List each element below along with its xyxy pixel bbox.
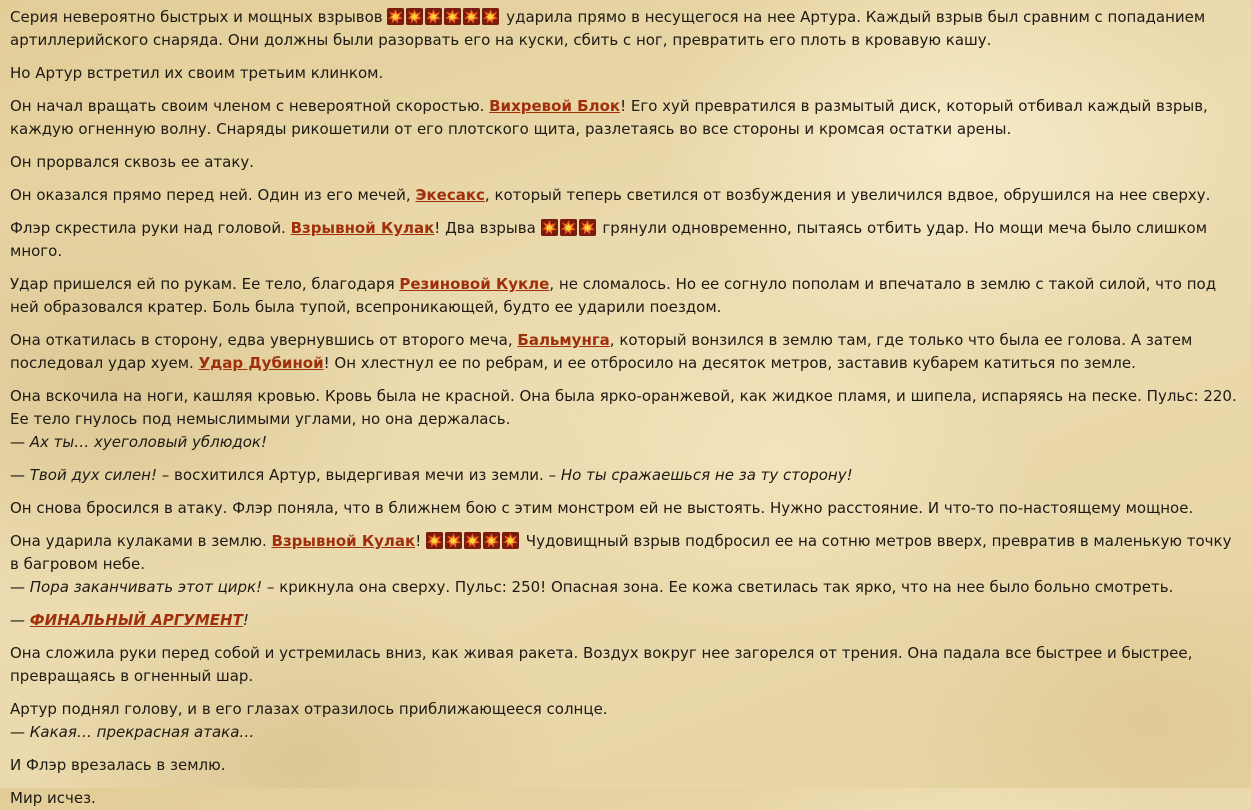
collision-icon [482,8,499,25]
story-text [10,6,1242,810]
collision-icon [387,8,404,25]
collision-icon [502,532,519,549]
paragraph-vortex-block [10,95,1242,141]
collision-icon [560,219,577,236]
paragraph-text: , который теперь светился от возбуждения и увеличился вдвое, обрушился на нее сверху. [484,186,1211,204]
paragraph-text: Он оказался прямо перед ней. Один из его мечей, [10,186,411,204]
paragraph-text: Он прорвался сквозь ее атаку. [10,153,255,171]
dialogue-line: Но ты сражаешься не за ту сторону! [560,466,853,484]
paragraph-text: – крикнула она сверху. Пульс: 250! Опасная зона. Ее кожа светилась так ярко, что на нее было больно смотреть. [266,578,1174,596]
dialogue-line: — Твой дух силен! [10,466,157,484]
collision-icon [463,8,480,25]
collision-icon [464,532,481,549]
paragraph-explosion-barrage [10,6,1242,52]
paragraph-new-attack [10,497,1242,520]
skill-link-balmung[interactable]: Бальмунга [517,331,610,349]
collision-icon-group [387,8,501,26]
paragraph-text: Она сложила руки перед собой и устремилась вниз, как живая ракета. Воздух вокруг нее загорелся от трения. Она падала все быстрее и быстрее, превращаясь в огненный шар. [10,644,1193,685]
paragraph-text: ! Он хлестнул ее по ребрам, и ее отбросило на десяток метров, заставив кубарем катиться по земле. [323,354,1136,372]
paragraph-text: И Флэр врезалась в землю. [10,756,226,774]
collision-icon [444,8,461,25]
paragraph-text: , не сломалось. Но ее согнуло пополам и впечатало в землю с такой силой, что под ней образовался кратер. Боль была тупой, всепроникающей, будто ее ударили поездом. [10,275,1217,316]
skill-link-final-argument[interactable]: ФИНАЛЬНЫЙ АРГУМЕНТ [29,611,243,629]
paragraph-text: Она откатилась в сторону, едва увернувшись от второго меча, [10,331,513,349]
paragraph-impact [10,754,1242,777]
dialogue-end: ! [242,611,249,629]
paragraph-text: Серия невероятно быстрых и мощных взрывов [10,8,383,26]
skill-link-rubber-doll[interactable]: Резиновой Кукле [399,275,550,293]
paragraph-text: Мир исчез. [10,789,96,807]
paragraph-text: Она ударила кулаками в землю. [10,532,267,550]
skill-link-club-strike[interactable]: Удар Дубиной [198,354,324,372]
dialogue-dash: — [10,611,30,629]
paragraph-blast-fist-defense [10,217,1242,263]
paragraph-third-blade [10,62,1242,85]
paragraph-text: Она вскочила на ноги, кашляя кровью. Кровь была не красной. Она была ярко-оранжевой, как жидкое пламя, и шипела, испаряясь на песке. Пульс: 220. Ее тело гнулось под немыслимыми углами, но она держалась. [10,387,1237,428]
skill-link-blast-fist[interactable]: Взрывной Кулак [271,532,416,550]
paragraph-text: Удар пришелся ей по рукам. Ее тело, благодаря [10,275,395,293]
paragraph-text: Он снова бросился в атаку. Флэр поняла, что в ближнем бою с этим монстром ей не выстоять. Нужно расстояние. И что-то по-настоящему мощное. [10,499,1194,517]
collision-icon [483,532,500,549]
collision-icon-group [541,219,598,237]
paragraph-text: Он начал вращать своим членом с невероятной скоростью. [10,97,485,115]
paragraph-arthur-admires [10,464,1242,487]
dialogue-line: — Какая… прекрасная атака… [10,723,255,741]
collision-icon [579,219,596,236]
paragraph-text: Артур поднял голову, и в его глазах отразилось приближающееся солнце. [10,700,608,718]
paragraph-balmung [10,329,1242,375]
collision-icon-group [426,532,521,550]
collision-icon [426,532,443,549]
paragraph-text: ! Два взрыва [434,219,536,237]
collision-icon [425,8,442,25]
skill-link-blast-fist[interactable]: Взрывной Кулак [290,219,435,237]
paragraph-text: ! Его хуй превратился в размытый диск, который отбивал каждый взрыв, каждую огненную волну. Снаряды рикошетили от его плотского щита, разлетаясь во все стороны и кромсая остатки арены. [10,97,1208,138]
paragraph-text: Чудовищный взрыв подбросил ее на сотню метров вверх, превратив в маленькую точку в багровом небе. [10,532,1232,573]
paragraph-living-rocket [10,642,1242,688]
paragraph-text: – восхитился Артур, выдергивая мечи из земли. – [161,466,557,484]
paragraph-launch-upward [10,530,1242,599]
paragraph-text: грянули одновременно, пытаясь отбить удар. Но мощи меча было слишком много. [10,219,1208,260]
paragraph-rubber-doll [10,273,1242,319]
paragraph-text: Флэр скрестила руки над головой. [10,219,286,237]
paragraph-orange-blood [10,385,1242,454]
collision-icon [541,219,558,236]
paragraph-ekesaks [10,184,1242,207]
dialogue-line: — Ах ты… хуеголовый ублюдок! [10,433,267,451]
collision-icon [406,8,423,25]
paragraph-text: Но Артур встретил их своим третьим клинком. [10,64,384,82]
paragraph-world-vanished [10,787,1242,810]
paragraph-text: ! [415,532,422,550]
collision-icon [445,532,462,549]
paragraph-final-argument [10,609,1242,632]
paragraph-approaching-sun [10,698,1242,744]
skill-link-vortex-block[interactable]: Вихревой Блок [489,97,621,115]
dialogue-line: — Пора заканчивать этот цирк! [10,578,263,596]
paragraph-broke-through [10,151,1242,174]
paragraph-text: ударила прямо в несущегося на нее Артура. Каждый взрыв был сравним с попаданием артиллерийского снаряда. Они должны были разорвать его на куски, сбить с ног, превратить его плоть в кровавую кашу. [10,8,1206,49]
skill-link-ekesaks[interactable]: Экесакс [415,186,485,204]
paragraph-text: , который вонзился в землю там, где только что была ее голова. А затем последовал удар хуем. [10,331,1193,372]
